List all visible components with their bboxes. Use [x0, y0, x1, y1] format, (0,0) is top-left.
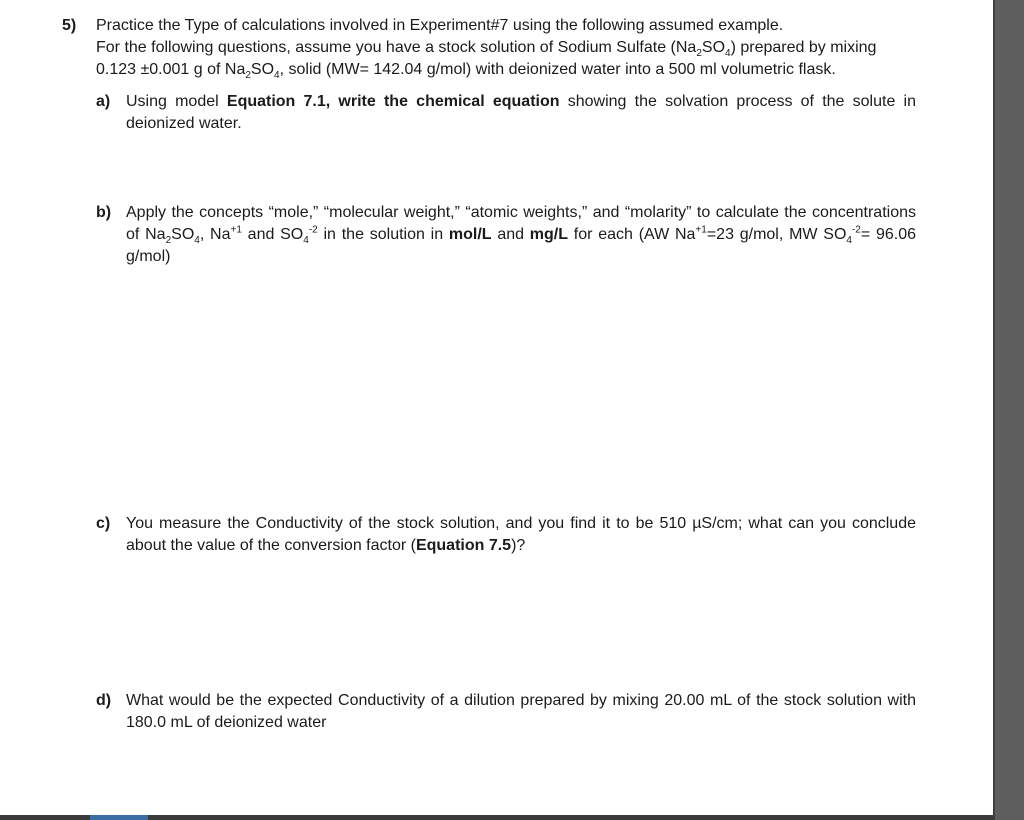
- part-c-text: You measure the Conductivity of the stock solution, and you find it to be 510 µS/cm; what can you conclude about the value of the conversion factor (Equation 7.5)?: [126, 515, 916, 554]
- part-a: [96, 91, 916, 135]
- part-b-text: Apply the concepts “mole,” “molecular weight,” “atomic weights,” and “molarity” to calculate the concentrations of $Na_2SO_4$, $Na^{+1}$ and $SO_4^{-2}$ in the solution in mol/L and mg/L for each (AW $Na^{+1}=23$ g/mol, MW $SO_4^{-2}= 96.06$ g/mol): [126, 204, 917, 265]
- intro-line-3: 0.123 ±0.001 g of $Na_2SO_4$, solid (MW= 142.04 g/mol) with deionized water into a 500 ml volumetric flask.: [96, 61, 836, 82]
- part-d: [96, 690, 916, 734]
- part-d-letter: d): [96, 692, 112, 709]
- part-b-letter: b): [96, 204, 112, 221]
- bottom-scroll-strip: [0, 815, 993, 820]
- question-intro: [96, 15, 916, 81]
- part-a-letter: a): [96, 93, 111, 110]
- part-b: [96, 202, 916, 268]
- side-panel-bar: [993, 0, 1024, 820]
- part-c-letter: c): [96, 515, 111, 532]
- part-c: [96, 513, 916, 557]
- part-a-text: Using model Equation 7.1, write the chemical equation showing the solvation process of the solute in deionized water.: [126, 93, 917, 132]
- intro-line-1: Practice the Type of calculations involved in Experiment#7 using the following assumed example.: [96, 17, 784, 34]
- part-d-text: What would be the expected Conductivity of a dilution prepared by mixing 20.00 mL of the stock solution with 180.0 mL of deionized water: [126, 692, 916, 731]
- bottom-accent: [90, 815, 148, 820]
- intro-line-2: For the following questions, assume you have a stock solution of Sodium Sulfate $(Na_2SO_4)$ prepared by mixing: [96, 39, 877, 60]
- question-number: 5): [62, 17, 77, 34]
- side-panel-edge: [993, 0, 995, 820]
